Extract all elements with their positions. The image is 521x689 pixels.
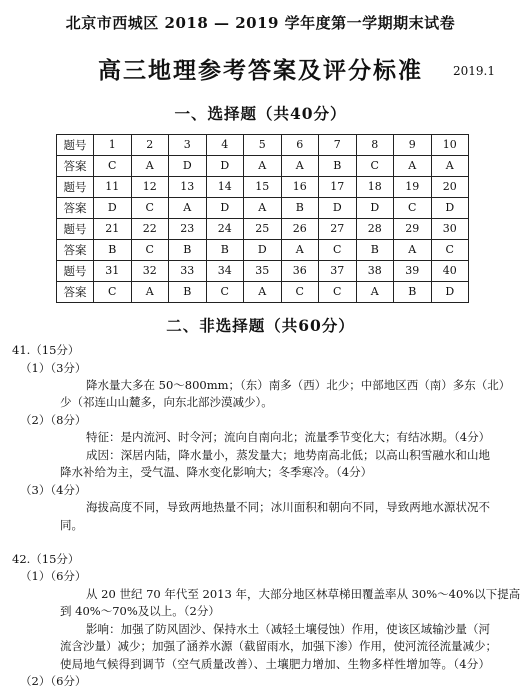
question-number-cell: 23 <box>169 219 207 240</box>
question-number-row <box>57 177 469 198</box>
answer-cell: D <box>431 198 469 219</box>
answer-table <box>56 134 469 303</box>
question-number-cell: 31 <box>94 261 132 282</box>
question-number-cell: 5 <box>244 135 282 156</box>
answer-cell: C <box>206 282 244 303</box>
answer-cell: C <box>431 240 469 261</box>
row-label-cell: 答案 <box>57 240 94 261</box>
row-label-cell: 题号 <box>57 135 94 156</box>
question-number-cell: 8 <box>356 135 394 156</box>
row-label-cell: 答案 <box>57 282 94 303</box>
answer-cell: B <box>206 240 244 261</box>
answer-cell: B <box>319 156 357 177</box>
question-number-cell: 12 <box>131 177 169 198</box>
section-title-multiple-choice: 一、选择题（共40分） <box>174 104 347 123</box>
answer-cell: D <box>431 282 469 303</box>
question-number-cell: 13 <box>169 177 207 198</box>
answer-cell: B <box>169 282 207 303</box>
answer-text-line: 41.（15分） <box>12 343 80 357</box>
answer-text-line: 降水补给为主，受气温、降水变化影响大；冬季寒冷。（4分） <box>60 465 373 479</box>
question-number-cell: 26 <box>281 219 319 240</box>
answer-text-line: 42.（15分） <box>12 552 80 566</box>
answer-text-line: 成因：深居内陆，降水量小，蒸发量大；地势南高北低；以高山积雪融水和山地 <box>86 448 490 462</box>
answer-cell: A <box>244 156 282 177</box>
answer-cell: B <box>169 240 207 261</box>
answer-cell: D <box>356 198 394 219</box>
answer-cell: C <box>281 282 319 303</box>
answer-cell: A <box>281 156 319 177</box>
answer-cell: A <box>244 282 282 303</box>
question-number-cell: 33 <box>169 261 207 282</box>
question-number-cell: 25 <box>244 219 282 240</box>
document-date: 2019.1 <box>453 64 495 78</box>
answer-cell: D <box>206 156 244 177</box>
question-number-cell: 11 <box>94 177 132 198</box>
row-label-cell: 题号 <box>57 261 94 282</box>
answer-cell: B <box>281 198 319 219</box>
question-number-cell: 38 <box>356 261 394 282</box>
row-label-cell: 题号 <box>57 219 94 240</box>
question-number-cell: 32 <box>131 261 169 282</box>
answer-text-line: 少（祁连山山麓多，向东北部沙漠减少）。 <box>60 395 273 409</box>
answer-text-line: 使局地气候得到调节（空气质量改善）、土壤肥力增加、生物多样性增加等。（4分） <box>60 657 490 671</box>
answer-cell: D <box>244 240 282 261</box>
question-number-cell: 2 <box>131 135 169 156</box>
answer-text-line: 降水量大多在 50～800mm；（东）南多（西）北少；中部地区西（南）多东（北） <box>86 378 511 392</box>
answer-cell: A <box>394 156 432 177</box>
row-label-cell: 答案 <box>57 156 94 177</box>
answer-cell: C <box>356 156 394 177</box>
question-number-cell: 16 <box>281 177 319 198</box>
question-number-cell: 36 <box>281 261 319 282</box>
question-number-cell: 34 <box>206 261 244 282</box>
question-number-cell: 6 <box>281 135 319 156</box>
question-number-cell: 30 <box>431 219 469 240</box>
question-number-cell: 29 <box>394 219 432 240</box>
question-number-cell: 27 <box>319 219 357 240</box>
answer-cell: A <box>356 282 394 303</box>
question-number-cell: 39 <box>394 261 432 282</box>
exam-school-line: 北京市西城区 2018 — 2019 学年度第一学期期末试卷 <box>65 14 456 32</box>
answer-text-line: （3）（4分） <box>20 483 87 497</box>
question-number-cell: 22 <box>131 219 169 240</box>
answer-cell: C <box>94 282 132 303</box>
answer-row <box>57 156 469 177</box>
answer-cell: C <box>131 198 169 219</box>
answer-cell: A <box>131 282 169 303</box>
answer-cell: C <box>319 240 357 261</box>
answer-cell: A <box>431 156 469 177</box>
answer-text-line: （1）（3分） <box>20 361 87 375</box>
question-number-cell: 37 <box>319 261 357 282</box>
answer-cell: A <box>169 198 207 219</box>
answer-cell: C <box>394 198 432 219</box>
question-number-cell: 35 <box>244 261 282 282</box>
answer-cell: C <box>131 240 169 261</box>
answer-cell: A <box>281 240 319 261</box>
answer-text-line: （2）（8分） <box>20 413 87 427</box>
answer-row <box>57 282 469 303</box>
question-number-cell: 40 <box>431 261 469 282</box>
answer-cell: D <box>206 198 244 219</box>
question-number-cell: 10 <box>431 135 469 156</box>
answer-cell: D <box>169 156 207 177</box>
question-number-cell: 15 <box>244 177 282 198</box>
question-number-cell: 7 <box>319 135 357 156</box>
question-number-cell: 3 <box>169 135 207 156</box>
answer-cell: B <box>356 240 394 261</box>
answer-row <box>57 240 469 261</box>
question-number-row <box>57 135 469 156</box>
answer-text-line: 特征：是内流河、时令河；流向自南向北；流量季节变化大；有结冰期。（4分） <box>86 430 491 444</box>
question-number-cell: 20 <box>431 177 469 198</box>
answer-text-line: （1）（6分） <box>20 569 87 583</box>
answer-cell: B <box>394 282 432 303</box>
question-number-cell: 24 <box>206 219 244 240</box>
answer-text-line: （2）（6分） <box>20 674 87 688</box>
answer-cell: A <box>131 156 169 177</box>
answer-cell: D <box>94 198 132 219</box>
question-number-cell: 4 <box>206 135 244 156</box>
answer-text-line: 影响：加强了防风固沙、保持水土（减轻土壤侵蚀）作用，使该区域输沙量（河 <box>86 622 490 636</box>
document-title: 高三地理参考答案及评分标准 <box>98 57 423 84</box>
answer-cell: C <box>319 282 357 303</box>
question-number-cell: 14 <box>206 177 244 198</box>
question-number-row <box>57 219 469 240</box>
question-number-cell: 28 <box>356 219 394 240</box>
answer-cell: C <box>94 156 132 177</box>
question-number-cell: 1 <box>94 135 132 156</box>
question-number-row <box>57 261 469 282</box>
question-number-cell: 17 <box>319 177 357 198</box>
row-label-cell: 答案 <box>57 198 94 219</box>
question-number-cell: 21 <box>94 219 132 240</box>
answer-text-line: 到 40%～70%及以上。（2分） <box>60 604 220 618</box>
row-label-cell: 题号 <box>57 177 94 198</box>
question-number-cell: 19 <box>394 177 432 198</box>
answer-text-line: 同。 <box>60 518 83 532</box>
question-number-cell: 18 <box>356 177 394 198</box>
answer-text-line: 从 20 世纪 70 年代至 2013 年，大部分地区林草梯田覆盖率从 30%～40%以下提高 <box>86 587 521 601</box>
answer-text-line: 流含沙量）减少；加强了涵养水源（截留雨水，加强下渗）作用，使河流径流量减少； <box>60 639 497 653</box>
section-title-free-response: 二、非选择题（共60分） <box>166 316 355 335</box>
answer-cell: B <box>94 240 132 261</box>
question-number-cell: 9 <box>394 135 432 156</box>
answer-cell: A <box>244 198 282 219</box>
answer-cell: A <box>394 240 432 261</box>
answer-text-line: 海拔高度不同，导致两地热量不同；冰川面积和朝向不同，导致两地水源状况不 <box>86 500 490 514</box>
answer-cell: D <box>319 198 357 219</box>
answer-row <box>57 198 469 219</box>
